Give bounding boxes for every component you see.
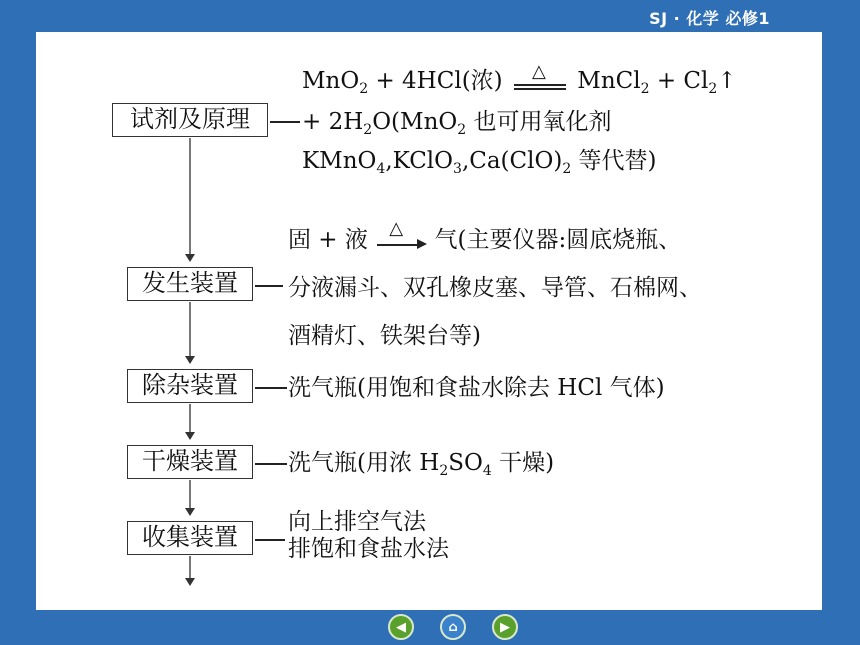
flow-arrow-3-icon xyxy=(185,432,195,440)
heat-condition-icon: △ xyxy=(510,67,570,97)
generate-line-2: 分液漏斗、双孔橡皮塞、导管、石棉网、 xyxy=(288,275,702,301)
heat-arrow-icon: △ xyxy=(375,226,427,256)
collect-line-1: 向上排空气法 xyxy=(288,509,426,535)
flow-line-4 xyxy=(189,480,191,510)
step-purify-box: 除杂装置 xyxy=(127,369,253,403)
slide-navigation xyxy=(388,614,518,640)
step-collect-box: 收集装置 xyxy=(127,521,253,555)
reagent-equation-line-2: + $2H_2O(MnO_2$ 也可用氧化剂 xyxy=(302,109,612,138)
generate-line-1: 固 + 液 △ 气(主要仪器:圆底烧瓶、 xyxy=(288,225,681,256)
connector-purify xyxy=(255,387,287,389)
purify-text: 洗气瓶(用饱和食盐水除去 HCl 气体) xyxy=(288,375,665,401)
flow-arrow-2-icon xyxy=(185,356,195,364)
flow-line-5 xyxy=(189,556,191,580)
flow-line-1 xyxy=(189,138,191,256)
connector-collect xyxy=(255,539,285,541)
home-button[interactable]: ⌂ xyxy=(440,614,466,640)
reagent-equation-line-1: MnO$_2$ + 4HCl(浓) △ MnCl$_2$ + $Cl_2↑$ xyxy=(302,61,737,97)
slide-content xyxy=(36,32,822,610)
flow-arrow-4-icon xyxy=(185,508,195,516)
connector-dry xyxy=(255,463,287,465)
step-generate-box: 发生装置 xyxy=(127,267,253,301)
step-reagent-box: 试剂及原理 xyxy=(112,103,268,137)
connector-reagent xyxy=(270,121,300,123)
previous-button[interactable]: ◀ xyxy=(388,614,414,640)
dry-text: 洗气瓶(用浓 $H_2SO_4$ 干燥) xyxy=(288,450,555,479)
reagent-equation-line-3: $KMnO_4,KClO_3,Ca(ClO)_2$ 等代替) xyxy=(302,148,657,177)
flow-line-2 xyxy=(189,302,191,358)
generate-line-3: 酒精灯、铁架台等) xyxy=(288,323,481,349)
flow-arrow-5-icon xyxy=(185,578,195,586)
header-label: SJ · 化学 必修1 xyxy=(649,9,770,28)
next-button[interactable]: ▶ xyxy=(492,614,518,640)
collect-line-2: 排饱和食盐水法 xyxy=(288,536,449,562)
gas-up-arrow-icon: ↑ xyxy=(717,68,737,94)
step-dry-box: 干燥装置 xyxy=(127,445,253,479)
flow-line-3 xyxy=(189,404,191,434)
flow-arrow-1-icon xyxy=(185,254,195,262)
connector-generate xyxy=(255,285,283,287)
